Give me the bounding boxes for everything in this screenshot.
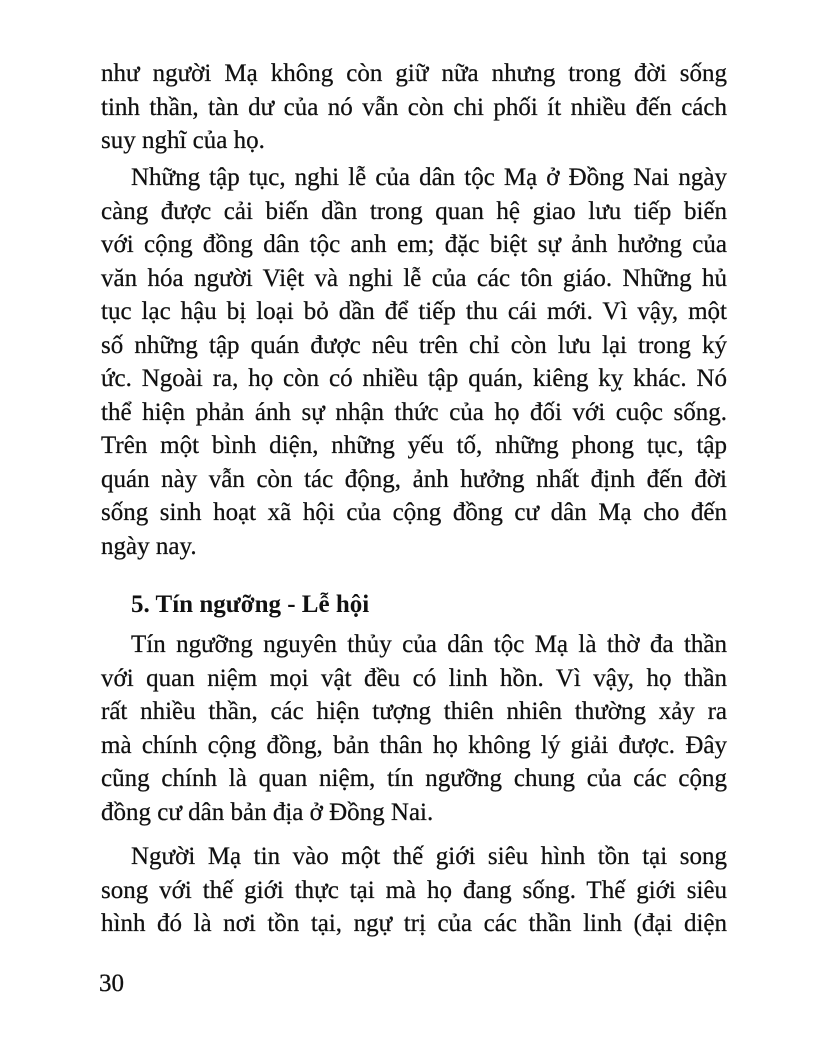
text-line: Những tập tục, nghi lễ của dân tộc Mạ ở Đồng Nai ngày <box>131 164 727 191</box>
paragraph-continuation <box>101 57 727 158</box>
text-line: tinh thần, tàn dư của nó vẫn còn chi phối ít nhiều đến cách <box>101 93 727 121</box>
text-line: số những tập quán được nêu trên chỉ còn lưu lại trong ký <box>101 331 727 359</box>
text-line: quán này vẫn còn tác động, ảnh hưởng nhất định đến đời <box>101 465 727 493</box>
text-line: song với thế giới thực tại mà họ đang sống. Thế giới siêu <box>101 876 727 904</box>
text-line: với cộng đồng dân tộc anh em; đặc biệt sự ảnh hưởng của <box>101 231 727 258</box>
paragraph-customs <box>101 161 727 563</box>
text-line: với quan niệm mọi vật đều có linh hồn. Vì vậy, họ thần <box>101 664 727 692</box>
text-line: sống sinh hoạt xã hội của cộng đồng cư dân Mạ cho đến <box>101 499 727 526</box>
text-line: rất nhiều thần, các hiện tượng thiên nhiên thường xảy ra <box>101 698 727 725</box>
page-number: 30 <box>99 970 124 997</box>
text-line: suy nghĩ của họ. <box>101 127 265 154</box>
text-line: ngày nay. <box>101 532 197 560</box>
paragraph-beliefs <box>101 628 727 829</box>
text-line: Tín ngưỡng nguyên thủy của dân tộc Mạ là thờ đa thần <box>131 631 727 658</box>
text-line: văn hóa người Việt và nghi lễ của các tôn giáo. Những hủ <box>101 264 727 292</box>
text-line: cũng chính là quan niệm, tín ngưỡng chung của các cộng <box>101 765 727 792</box>
section-heading: 5. Tín ngưỡng - Lễ hội <box>131 591 370 618</box>
text-line: Người Mạ tin vào một thế giới siêu hình tồn tại song <box>131 843 727 870</box>
text-line: càng được cải biến dần trong quan hệ giao lưu tiếp biến <box>101 197 727 225</box>
text-line: đồng cư dân bản địa ở Đồng Nai. <box>101 798 434 826</box>
text-line: Trên một bình diện, những yếu tố, những phong tục, tập <box>101 432 727 459</box>
text-line: hình đó là nơi tồn tại, ngự trị của các thần linh (đại diện <box>101 910 727 937</box>
text-line: như người Mạ không còn giữ nữa nhưng trong đời sống <box>101 60 727 87</box>
text-line: ức. Ngoài ra, họ còn có nhiều tập quán, kiêng kỵ khác. Nó <box>101 365 727 392</box>
text-line: mà chính cộng đồng, bản thân họ không lý giải được. Đây <box>101 731 727 759</box>
paragraph-supernatural-world <box>101 840 727 941</box>
text-line: thể hiện phản ánh sự nhận thức của họ đối với cuộc sống. <box>101 398 727 426</box>
text-line: tục lạc hậu bị loại bỏ dần để tiếp thu cái mới. Vì vậy, một <box>101 298 727 325</box>
